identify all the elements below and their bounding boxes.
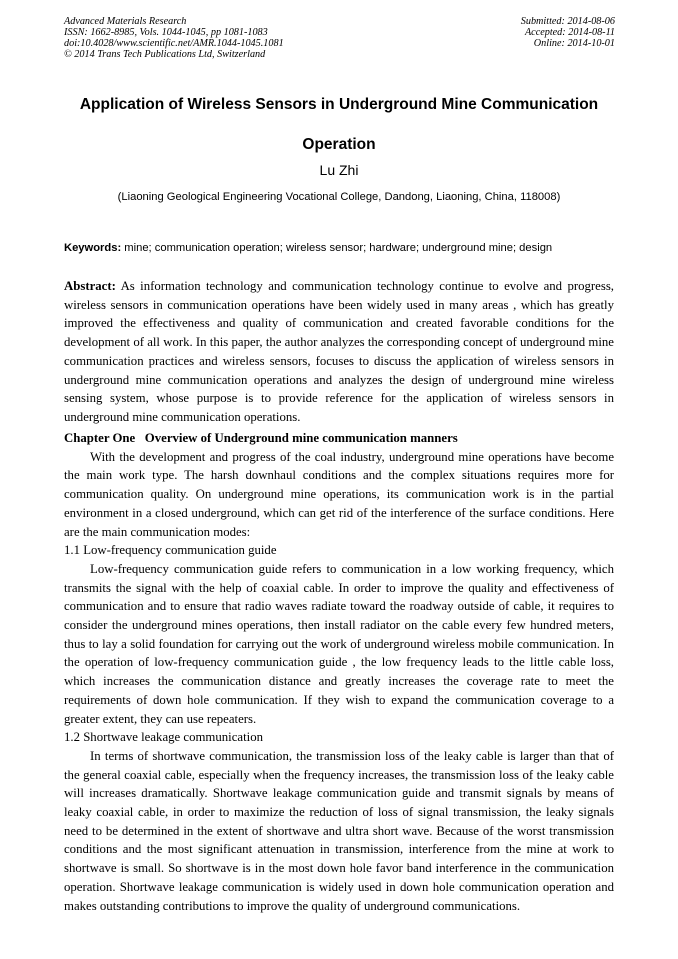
accepted-date: Accepted: 2014-08-11 [524,27,615,38]
copyright-line: © 2014 Trans Tech Publications Ltd, Switzerland [64,49,266,60]
keywords-label: Keywords: [64,242,122,254]
section-1-2-heading: 1.2 Shortwave leakage communication [64,730,264,745]
affiliation: (Liaoning Geological Engineering Vocational College, Dandong, Liaoning, China, 118008) [117,191,561,203]
abstract [64,277,614,427]
chapter-one [64,429,614,915]
submitted-date: Submitted: 2014-08-06 [520,16,615,27]
journal-header [64,16,284,60]
chapter-one-paragraph: With the development and progress of the coal industry, underground mine operations have become the main work type. The harsh downhaul conditions and the complex situations requires more for communication quality. On underground mine operations, its communication work is in the partial environment in a closed underground, which can get rid of the interference of the surface conditions. Here are the main communication modes: [64,449,614,539]
paper-title [40,85,638,165]
section-1-1-heading: 1.1 Low-frequency communication guide [64,543,277,558]
abstract-text: As information technology and communication technology continue to evolve and progress, wireless sensors in communication operations have been widely used in many areas , which has greatly improved the effectiveness and quality of communication and created favorable conditions for the development of all work. In this paper, the author analyzes the corresponding concept of underground mine communication practices and wireless sensors, focuses to discuss the application of wireless sensors in underground mine communication operations and analyzes the design of underground mine wireless sensing system, whose purpose is to provide reference for the application of wireless sensors in underground mine communication operations. [64,279,614,424]
keywords [64,241,624,255]
doi-line: doi:10.4028/www.scientific.net/AMR.1044-1045.1081 [64,38,284,49]
keywords-text: mine; communication operation; wireless sensor; hardware; underground mine; design [121,242,553,254]
title-line-1: Application of Wireless Sensors in Underground Mine Communication [79,96,599,113]
author-name: Lu Zhi [319,162,359,178]
section-1-2-paragraph: In terms of shortwave communication, the transmission loss of the leaky cable is larger than that of the general coaxial cable, especially when the frequency increases, the transmission loss of the leaky cable will increases dramatically. Shortwave leakage communication guide and transmit signals by means of leaky coaxial cable, in order to maximize the reduction of loss of signal transmission, the leaky signals need to be determined in the extent of shortwave and ultra short wave. Because of the worst transmission conditions and the most significant attenuation in transmission, interference from the mine at work to shortwave is small. So shortwave is in the most down hole favor band interference in the communication operation. Shortwave leakage communication is widely used in down hole communication operation and makes outstanding contributions to improve the quality of underground communications. [64,748,614,913]
dates-header [521,16,615,49]
issn-line: ISSN: 1662-8985, Vols. 1044-1045, pp 1081-1083 [64,27,268,38]
chapter-one-heading: Chapter One Overview of Underground mine communication manners [64,431,458,445]
journal-name: Advanced Materials Research [64,16,187,27]
section-1-1-paragraph: Low-frequency communication guide refers to communication in a low working frequency, which transmits the signal with the help of coaxial cable. In order to improve the quality and effectiveness of communication and to ensure that radio waves radiate toward the roadway outside of cable, it requires to consider the underground mines operations, then install radiator on the cable every few hundred meters, thus to lay a solid foundation for carrying out the work of underground wireless mobile communication. In the operation of low-frequency communication guide , the low frequency leads to the little cable loss, which increases the communication distance and greatly increases the coverage rate to meet the requirements of down hole communication. If they wish to expand the communication coverage to a greater extent, they can use repeaters. [64,561,614,726]
abstract-label: Abstract: [64,279,116,293]
online-date: Online: 2014-10-01 [533,38,615,49]
title-line-2: Operation [302,136,376,153]
